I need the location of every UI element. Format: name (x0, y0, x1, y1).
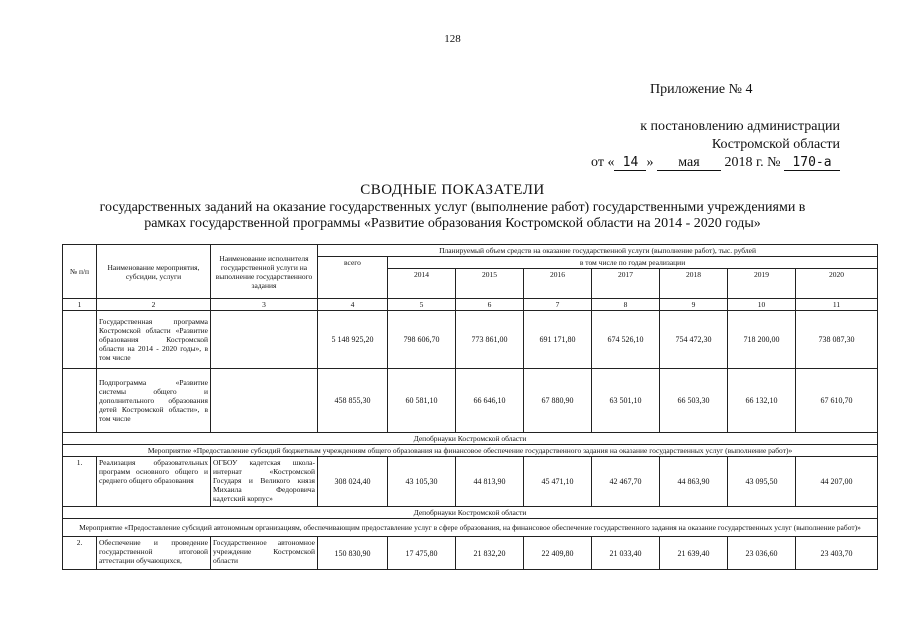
row1-name: Реализация образовательных программ основного общего и среднего общего образования (97, 457, 211, 507)
document-title: СВОДНЫЕ ПОКАЗАТЕЛИ (360, 182, 545, 198)
header-year-2017: 2017 (592, 269, 660, 299)
col-number: 6 (456, 299, 524, 311)
col-number: 1 (63, 299, 97, 311)
subprogram-2018: 66 503,30 (660, 369, 728, 433)
row1-2015: 44 813,90 (456, 457, 524, 507)
row1-2014: 43 105,30 (388, 457, 456, 507)
decree-date-line (560, 154, 840, 172)
row1-2019: 43 095,50 (728, 457, 796, 507)
program-name: Государственная программа Костромской области «Развитие образования Костромской области на 2014 - 2020 годы», в том числе (97, 311, 211, 369)
header-year-2018: 2018 (660, 269, 728, 299)
header-by-year: в том числе по годам реализации (388, 257, 878, 269)
subprogram-2014: 60 581,10 (388, 369, 456, 433)
table-row-program (63, 311, 878, 369)
row2-2015: 21 832,20 (456, 537, 524, 570)
appendix-label: Приложение № 4 (650, 82, 753, 97)
row1-2016: 45 471,10 (524, 457, 592, 507)
col-number: 3 (211, 299, 318, 311)
section-authority: Депобрнауки Костромской области (63, 507, 878, 519)
header-year-2019: 2019 (728, 269, 796, 299)
row2-total: 150 830,90 (318, 537, 388, 570)
col-number: 11 (796, 299, 878, 311)
subprogram-num (63, 369, 97, 433)
section-event: Мероприятие «Предоставление субсидий бюджетным учреждениям общего образования на финансовое обеспечение государственного задания на оказание государственных услуг (выполнение работ)» (63, 445, 878, 457)
table-row-subprogram (63, 369, 878, 433)
program-2017: 674 526,10 (592, 311, 660, 369)
program-num (63, 311, 97, 369)
header-event: Наименование мероприятия, субсидии, услуги (97, 245, 211, 299)
program-2014: 798 606,70 (388, 311, 456, 369)
row2-2020: 23 403,70 (796, 537, 878, 570)
section-event: Мероприятие «Предоставление субсидий автономным организациям, обеспечивающим предоставление услуг в сфере образования, на финансовое обеспечение государственного задания на оказание государственных услуг (выполнение работ)» (63, 519, 878, 537)
date-prefix: от « (591, 155, 615, 170)
header-total: всего (318, 257, 388, 299)
row2-name: Обеспечение и проведение государственной итоговой аттестации обучающихся, (97, 537, 211, 570)
section-authority: Депобрнауки Костромской области (63, 433, 878, 445)
subprogram-total: 458 855,30 (318, 369, 388, 433)
subprogram-name: Подпрограмма «Развитие системы общего и дополнительного образования детей Костромской области», в том числе (97, 369, 211, 433)
document-subtitle (40, 200, 865, 232)
col-number: 5 (388, 299, 456, 311)
header-year-2014: 2014 (388, 269, 456, 299)
subprogram-2015: 66 646,10 (456, 369, 524, 433)
page-number: 128 (444, 33, 461, 45)
row2-2018: 21 639,40 (660, 537, 728, 570)
decree-line-2: Костромской области (711, 137, 840, 152)
subprogram-2017: 63 501,10 (592, 369, 660, 433)
header-num: № п/п (63, 245, 97, 299)
decree-year: 2018 г. № (724, 155, 781, 170)
row1-2017: 42 467,70 (592, 457, 660, 507)
program-2019: 718 200,00 (728, 311, 796, 369)
row2-executor: Государственное автономное учреждение Костромской области (211, 537, 318, 570)
subprogram-executor (211, 369, 318, 433)
header-service: Наименование исполнителя государственной услуги на выполнение государственного задания (211, 245, 318, 299)
table-row-2 (63, 537, 878, 570)
program-2015: 773 861,00 (456, 311, 524, 369)
decree-month: мая (657, 156, 721, 171)
row2-2017: 21 033,40 (592, 537, 660, 570)
subprogram-2020: 67 610,70 (796, 369, 878, 433)
row1-executor: ОГБОУ кадетская школа-интернат «Костромской Государя и Великого князя Михаила Федоровича кадетский корпус» (211, 457, 318, 507)
summary-table (62, 244, 878, 570)
col-number: 7 (524, 299, 592, 311)
row2-2016: 22 409,80 (524, 537, 592, 570)
row1-total: 308 024,40 (318, 457, 388, 507)
header-year-2020: 2020 (796, 269, 878, 299)
program-2016: 691 171,80 (524, 311, 592, 369)
table-row-1 (63, 457, 878, 507)
program-executor (211, 311, 318, 369)
header-year-2015: 2015 (456, 269, 524, 299)
col-number: 10 (728, 299, 796, 311)
col-number: 8 (592, 299, 660, 311)
date-mid: » (646, 155, 654, 170)
decree-day: 14 (614, 156, 646, 171)
row1-2018: 44 863,90 (660, 457, 728, 507)
decree-reference (560, 118, 840, 172)
decree-number: 170-а (784, 156, 840, 171)
row2-2014: 17 475,80 (388, 537, 456, 570)
row2-2019: 23 036,60 (728, 537, 796, 570)
col-number: 2 (97, 299, 211, 311)
subprogram-2016: 67 880,90 (524, 369, 592, 433)
subtitle-line-1: государственных заданий на оказание государственных услуг (выполнение работ) государственными учреждениями в (99, 200, 806, 215)
row1-2020: 44 207,00 (796, 457, 878, 507)
program-2018: 754 472,30 (660, 311, 728, 369)
row2-num: 2. (63, 537, 97, 570)
header-year-2016: 2016 (524, 269, 592, 299)
col-number: 4 (318, 299, 388, 311)
subtitle-line-2: рамках государственной программы «Развитие образования Костромской области на 2014 - 2020 годы» (144, 216, 761, 231)
decree-line-1: к постановлению администрации (640, 119, 840, 134)
program-2020: 738 087,30 (796, 311, 878, 369)
program-total: 5 148 925,20 (318, 311, 388, 369)
row1-num: 1. (63, 457, 97, 507)
col-number: 9 (660, 299, 728, 311)
subprogram-2019: 66 132,10 (728, 369, 796, 433)
header-planned: Планируемый объем средств на оказание государственной услуги (выполнение работ), тыс. рублей (318, 245, 878, 257)
